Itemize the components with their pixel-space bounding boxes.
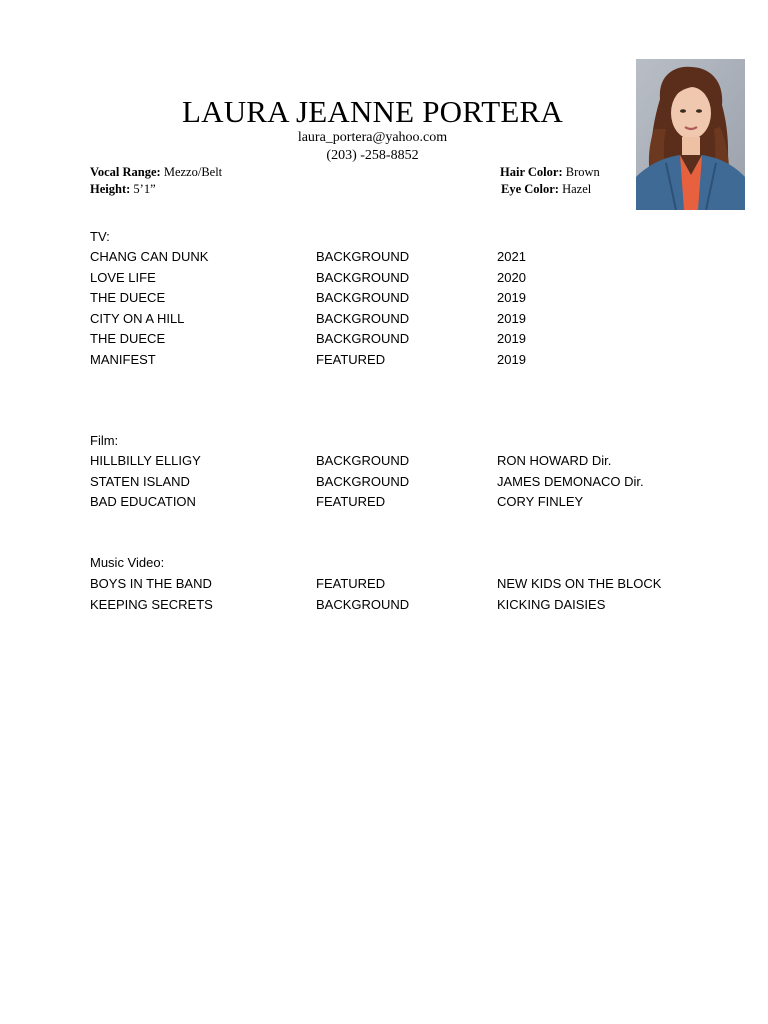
credit-detail: NEW KIDS ON THE BLOCK: [497, 576, 662, 591]
credit-title: LOVE LIFE: [90, 270, 156, 285]
credit-role: BACKGROUND: [316, 453, 410, 468]
credit-role: BACKGROUND: [316, 290, 410, 305]
credit-detail: 2019: [497, 352, 526, 367]
phone-number: (203) -258-8852: [326, 148, 419, 163]
credit-detail: JAMES DEMONACO Dir.: [497, 474, 644, 489]
credit-role: BACKGROUND: [316, 331, 410, 346]
credit-detail: 2019: [497, 331, 526, 346]
table-row: [0, 352, 768, 372]
table-row: [0, 453, 768, 473]
headshot-photo: [636, 59, 745, 210]
credit-role: FEATURED: [316, 352, 386, 367]
credit-title: HILLBILLY ELLIGY: [90, 453, 201, 468]
vocal-range-value: Mezzo/Belt: [163, 165, 223, 179]
eye-color: [501, 182, 591, 197]
credit-role: BACKGROUND: [316, 597, 410, 612]
credit-role: BACKGROUND: [316, 270, 410, 285]
credit-title: CITY ON A HILL: [90, 311, 185, 326]
credit-role: FEATURED: [316, 576, 386, 591]
credit-detail: 2019: [497, 311, 526, 326]
email-address: laura_portera@yahoo.com: [297, 130, 448, 145]
section-title-music-video: Music Video:: [90, 555, 165, 570]
section-title-tv: TV:: [90, 229, 110, 244]
height-label: Height:: [90, 182, 131, 196]
credit-title: CHANG CAN DUNK: [90, 249, 209, 264]
hair-color-value: Brown: [565, 165, 600, 179]
eye-color-label: Eye Color:: [501, 182, 559, 196]
credit-role: BACKGROUND: [316, 311, 410, 326]
section-title-film: Film:: [90, 433, 119, 448]
height: [90, 182, 156, 197]
credit-role: BACKGROUND: [316, 474, 410, 489]
hair-color-label: Hair Color:: [500, 165, 563, 179]
hair-color: [500, 165, 600, 180]
credit-detail: CORY FINLEY: [497, 494, 584, 509]
table-row: [0, 270, 768, 290]
credit-title: BAD EDUCATION: [90, 494, 196, 509]
credit-detail: RON HOWARD Dir.: [497, 453, 612, 468]
credit-title: STATEN ISLAND: [90, 474, 190, 489]
credit-detail: 2021: [497, 249, 526, 264]
table-row: [0, 331, 768, 351]
credit-role: FEATURED: [316, 494, 386, 509]
credit-detail: 2019: [497, 290, 526, 305]
credit-role: BACKGROUND: [316, 249, 410, 264]
table-row: [0, 311, 768, 331]
eye-color-value: Hazel: [562, 182, 592, 196]
vocal-range: [90, 165, 222, 180]
table-row: [0, 576, 768, 596]
credit-detail: KICKING DAISIES: [497, 597, 606, 612]
table-row: [0, 249, 768, 269]
credit-title: THE DUECE: [90, 331, 166, 346]
table-row: [0, 290, 768, 310]
credit-title: MANIFEST: [90, 352, 156, 367]
table-row: [0, 597, 768, 617]
page-title: LAURA JEANNE PORTERA: [181, 94, 564, 129]
table-row: [0, 494, 768, 514]
credit-title: BOYS IN THE BAND: [90, 576, 212, 591]
credit-title: THE DUECE: [90, 290, 166, 305]
credit-title: KEEPING SECRETS: [90, 597, 213, 612]
credit-detail: 2020: [497, 270, 526, 285]
table-row: [0, 474, 768, 494]
vocal-range-label: Vocal Range:: [90, 165, 161, 179]
height-value: 5’1”: [133, 182, 156, 196]
